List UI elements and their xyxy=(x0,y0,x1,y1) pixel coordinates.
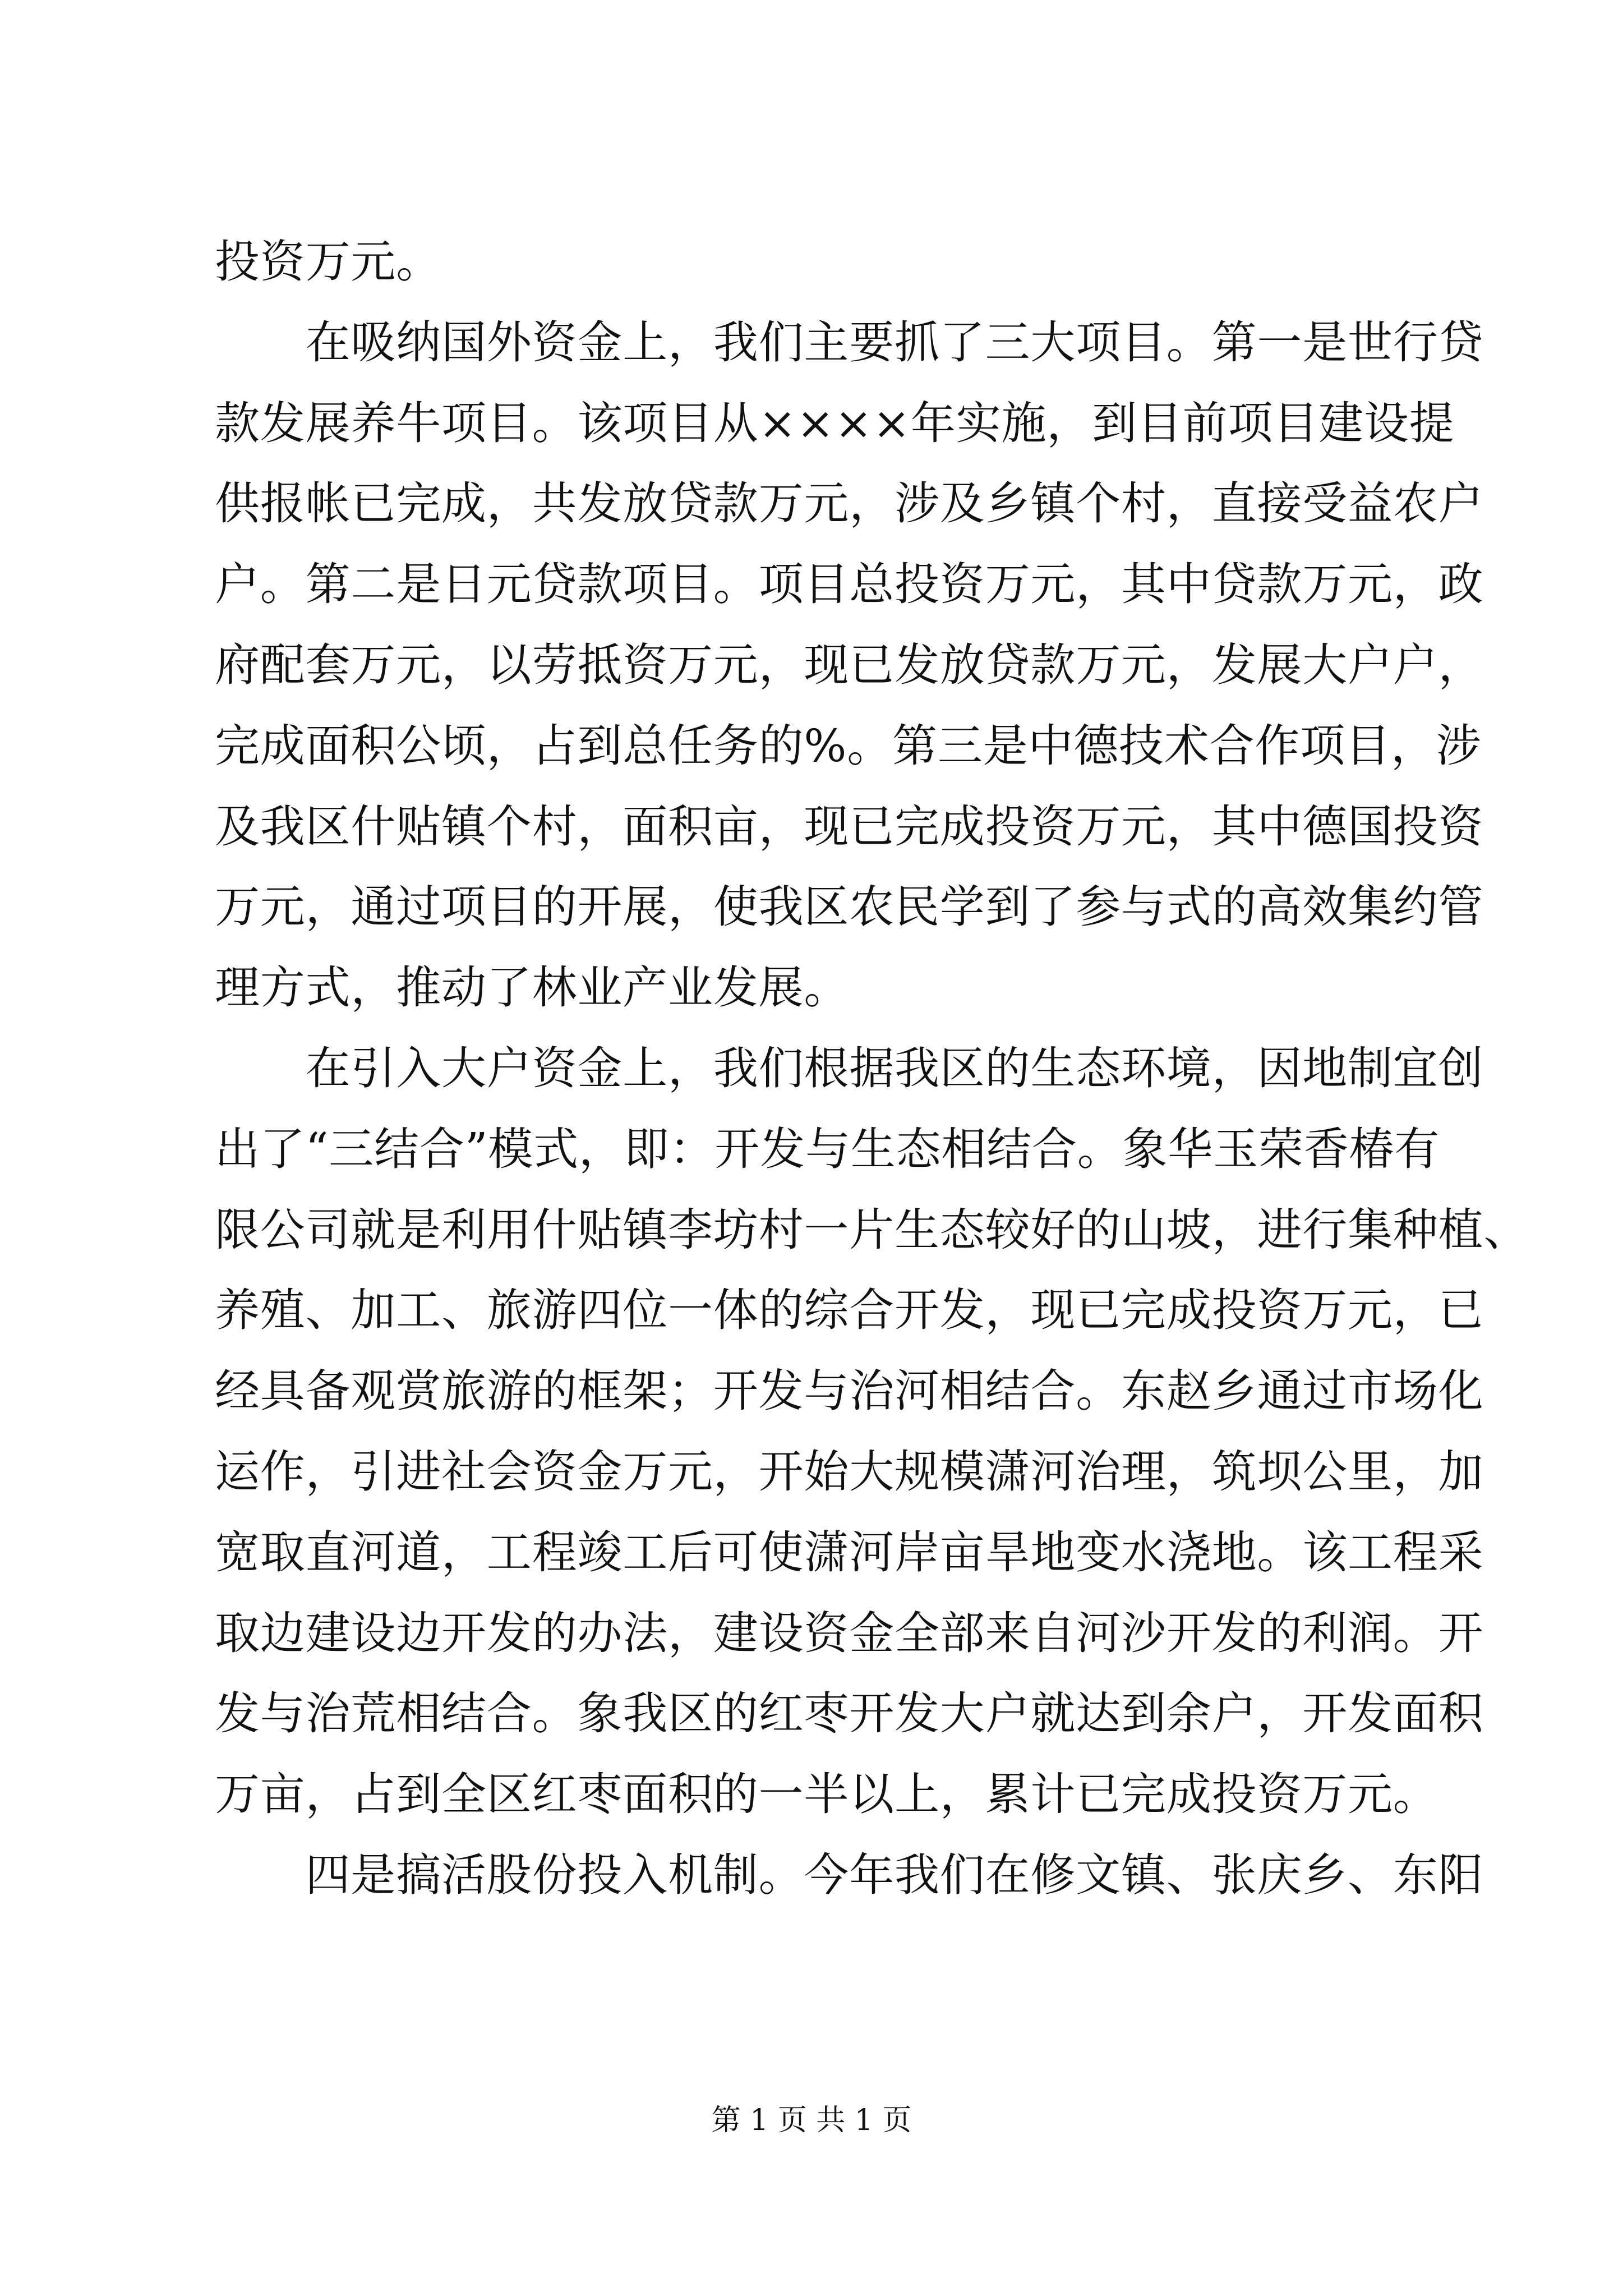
text-line: 在引入大户资金上，我们根据我区的生态环境，因地制宜创 xyxy=(215,1042,1484,1094)
text-line: 完成面积公顷，占到总任务的%。第三是中德技术合作项目，涉 xyxy=(215,719,1482,772)
text-line: 府配套万元，以劳抵资万元，现已发放贷款万元，发展大户户， xyxy=(215,638,1484,691)
text-line: 取边建设边开发的办法，建设资金全部来自河沙开发的利润。开 xyxy=(215,1607,1484,1659)
text-line: 四是搞活股份投入机制。今年我们在修文镇、张庆乡、东阳 xyxy=(215,1848,1484,1901)
text-line: 万元，通过项目的开展，使我区农民学到了参与式的高效集约管 xyxy=(215,881,1484,933)
text-line: 经具备观赏旅游的框架；开发与治河相结合。东赵乡通过市场化 xyxy=(215,1365,1484,1418)
text-line: 宽取直河道，工程竣工后可使潇河岸亩旱地变水浇地。该工程采 xyxy=(215,1526,1484,1579)
page-footer: 第 1 页 共 1 页 xyxy=(711,2104,912,2137)
body-text xyxy=(215,222,1529,1916)
text-line: 户。第二是日元贷款项目。项目总投资万元，其中贷款万元，政 xyxy=(215,558,1484,611)
text-line: 发与治荒相结合。象我区的红枣开发大户就达到余户，开发面积 xyxy=(215,1687,1484,1740)
text-line: 投资万元。 xyxy=(215,236,441,288)
text-line: 在吸纳国外资金上，我们主要抓了三大项目。第一是世行贷 xyxy=(215,316,1484,369)
text-line: 限公司就是利用什贴镇李坊村一片生态较好的山坡，进行集种植、 xyxy=(215,1203,1529,1256)
text-line: 出了“三结合”模式，即：开发与生态相结合。象华玉荣香椿有 xyxy=(215,1122,1440,1175)
text-line: 万亩，占到全区红枣面积的一半以上，累计已完成投资万元。 xyxy=(215,1768,1438,1821)
text-line: 供报帐已完成，共发放贷款万元，涉及乡镇个村，直接受益农户 xyxy=(215,477,1484,530)
text-line: 款发展养牛项目。该项目从××××年实施，到目前项目建设提 xyxy=(215,397,1455,449)
text-line: 及我区什贴镇个村，面积亩，现已完成投资万元，其中德国投资 xyxy=(215,800,1484,853)
text-line: 养殖、加工、旅游四位一体的综合开发，现已完成投资万元，已 xyxy=(215,1284,1484,1337)
text-line: 理方式，推动了林业产业发展。 xyxy=(215,961,850,1014)
text-line: 运作，引进社会资金万元，开始大规模潇河治理，筑坝公里，加 xyxy=(215,1445,1484,1498)
